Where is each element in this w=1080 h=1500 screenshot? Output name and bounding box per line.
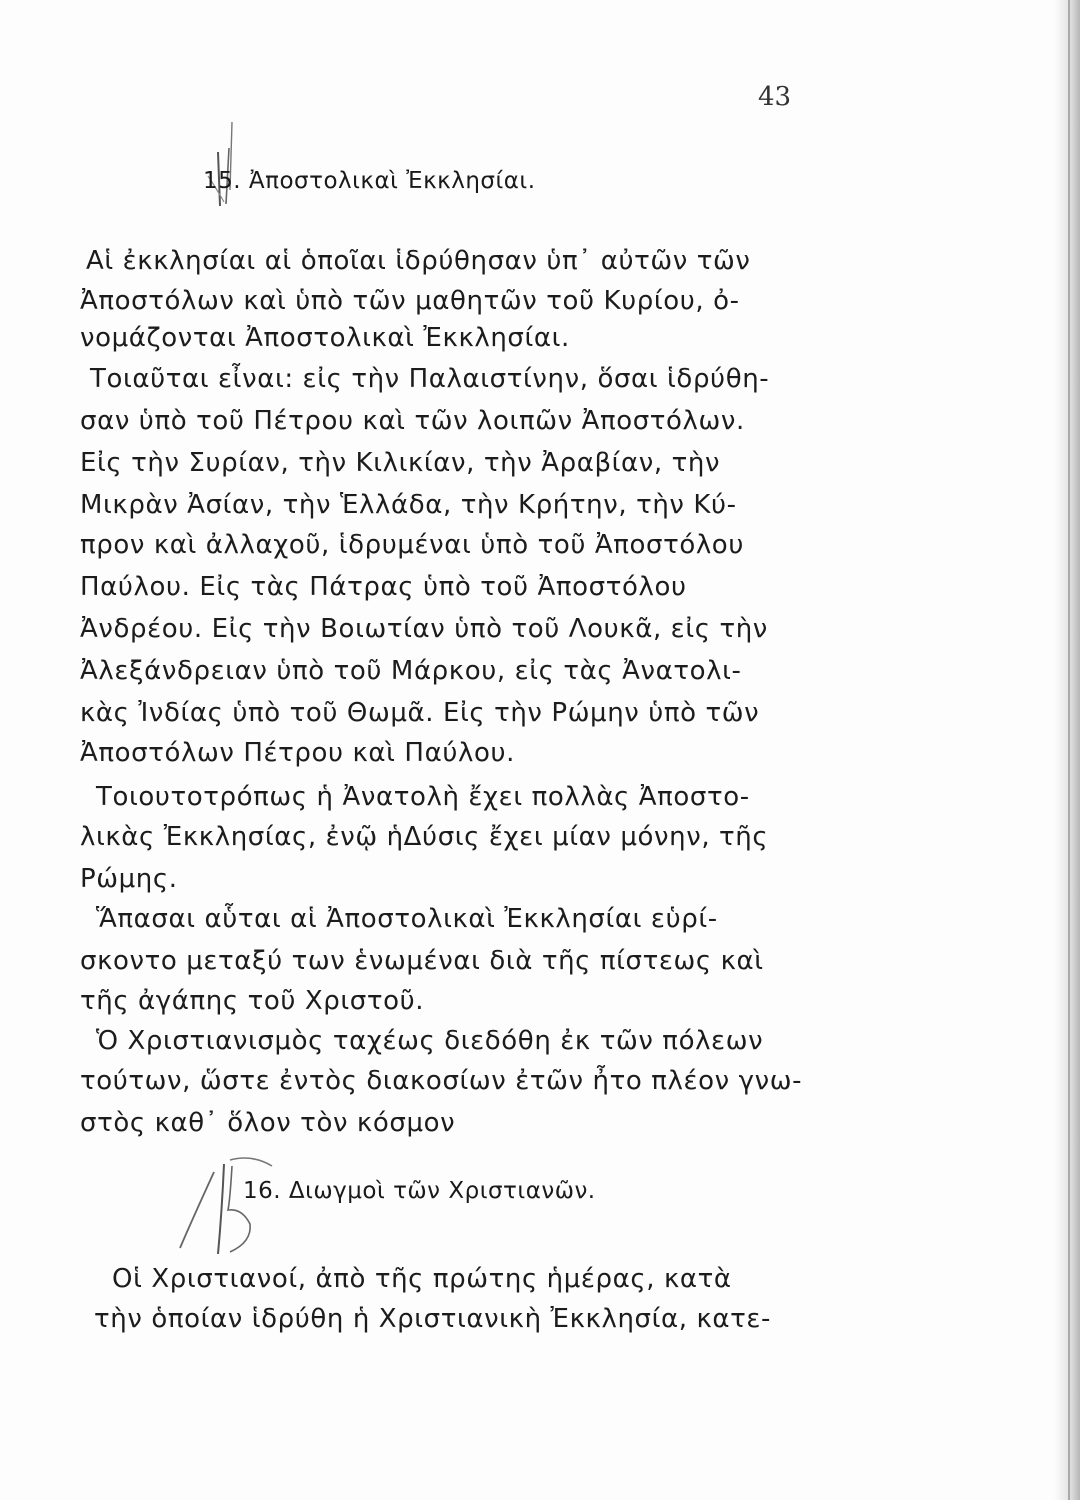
text-line: Ὁ Χριστιανισμὸς ταχέως διεδόθη ἐκ τῶν πόλεων: [96, 1026, 764, 1056]
text-line: Αἱ ἐκκλησίαι αἱ ὁποῖαι ἱδρύθησαν ὑπ᾿ αὐτῶν τῶν: [86, 246, 751, 276]
text-line: Τοιουτοτρόπως ἡ Ἀνατολὴ ἔχει πολλὰς Ἀποστο-: [96, 782, 750, 812]
text-line: τὴν ὁποίαν ἱδρύθη ἡ Χριστιανικὴ Ἐκκλησία, κατε-: [94, 1304, 772, 1334]
text-line: σκοντο μεταξύ των ἑνωμέναι διὰ τῆς πίστεως καὶ: [80, 946, 764, 976]
page-edge-shadow: [1054, 0, 1080, 1500]
text-line: Ἀλεξάνδρειαν ὑπὸ τοῦ Μάρκου, εἰς τὰς Ἀνατολι-: [80, 656, 742, 686]
text-line: Ἅπασαι αὗται αἱ Ἀποστολικαὶ Ἐκκλησίαι εὑρί-: [96, 904, 718, 934]
text-line: Ἀποστόλων καὶ ὑπὸ τῶν μαθητῶν τοῦ Κυρίου, ὀ-: [80, 286, 740, 316]
pencil-mark-15: [196, 118, 246, 210]
section-15-heading: [203, 168, 536, 194]
page-edge-line: [1068, 0, 1070, 1500]
text-line: Εἰς τὴν Συρίαν, τὴν Κιλικίαν, τὴν Ἀραβίαν, τὴν: [80, 448, 721, 478]
text-line: Μικρὰν Ἀσίαν, τὴν Ἑλλάδα, τὴν Κρήτην, τὴν Κύ-: [80, 490, 737, 520]
text-line: Ρώμης.: [80, 864, 178, 894]
pencil-mark-16: [172, 1150, 282, 1260]
text-line: τούτων, ὥστε ἐντὸς διακοσίων ἐτῶν ἦτο πλέον γνω-: [80, 1066, 803, 1096]
text-line: λικὰς Ἐκκλησίας, ἐνῷ ἡΔύσις ἔχει μίαν μόνην, τῆς: [80, 822, 769, 852]
text-line: σαν ὑπὸ τοῦ Πέτρου καὶ τῶν λοιπῶν Ἀποστόλων.: [80, 406, 745, 436]
text-line: Παύλου. Εἰς τὰς Πάτρας ὑπὸ τοῦ Ἀποστόλου: [80, 572, 687, 602]
page-number: 43: [758, 82, 792, 112]
section-16-number: 16.: [243, 1178, 282, 1204]
section-15-title: Ἀποστολικαὶ Ἐκκλησίαι.: [248, 168, 536, 194]
section-15-number: 15.: [203, 168, 242, 194]
text-line: Τοιαῦται εἶναι: εἰς τὴν Παλαιστίνην, ὅσαι ἱδρύθη-: [90, 364, 770, 394]
text-line: τῆς ἀγάπης τοῦ Χριστοῦ.: [80, 986, 425, 1016]
text-line: προν καὶ ἀλλαχοῦ, ἱδρυμέναι ὑπὸ τοῦ Ἀποστόλου: [80, 530, 744, 560]
text-line: κὰς Ἰνδίας ὑπὸ τοῦ Θωμᾶ. Εἰς τὴν Ρώμην ὑπὸ τῶν: [80, 698, 760, 728]
text-line: Ἀνδρέου. Εἰς τὴν Βοιωτίαν ὑπὸ τοῦ Λουκᾶ, εἰς τὴν: [80, 614, 768, 644]
section-16-title: Διωγμοὶ τῶν Χριστιανῶν.: [288, 1178, 596, 1204]
section-16-heading: [243, 1178, 596, 1204]
text-line: Ἀποστόλων Πέτρου καὶ Παύλου.: [80, 738, 515, 768]
text-line: Οἱ Χριστιανοί, ἀπὸ τῆς πρώτης ἡμέρας, κατὰ: [112, 1264, 732, 1294]
text-line: στὸς καθ᾿ ὅλον τὸν κόσμον: [80, 1108, 456, 1138]
text-line: νομάζονται Ἀποστολικαὶ Ἐκκλησίαι.: [80, 323, 570, 353]
